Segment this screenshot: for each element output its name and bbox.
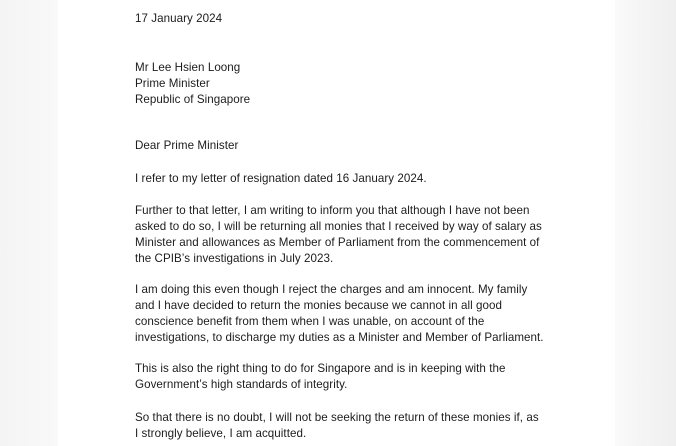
paragraph-line: investigations, to discharge my duties as a Minister and Member of Parliament. xyxy=(135,331,544,344)
paragraph-line: Minister and allowances as Member of Parliament from the commencement of xyxy=(135,236,540,249)
paragraph-line: So that there is no doubt, I will not be seeking the return of these monies if, as xyxy=(135,411,539,424)
paragraph-line: Further to that letter, I am writing to inform you that although I have not been xyxy=(135,204,530,217)
recipient-country: Republic of Singapore xyxy=(135,93,251,106)
paragraph-5 xyxy=(135,410,539,442)
paragraph-line: I refer to my letter of resignation dated 16 January 2024. xyxy=(135,172,427,185)
page-margin-right xyxy=(615,0,676,446)
salutation: Dear Prime Minister xyxy=(135,139,239,152)
paragraph-1 xyxy=(135,171,427,187)
letter-date: 17 January 2024 xyxy=(135,12,223,25)
paragraph-line: I am doing this even though I reject the charges and am innocent. My family xyxy=(135,283,528,296)
paragraph-line: asked to do so, I will be returning all monies that I received by way of salary as xyxy=(135,220,542,233)
paragraph-3 xyxy=(135,282,544,346)
page-margin-left xyxy=(0,0,58,446)
recipient-title: Prime Minister xyxy=(135,77,210,90)
paragraph-4 xyxy=(135,361,505,393)
recipient-name: Mr Lee Hsien Loong xyxy=(135,61,241,74)
paragraph-line: conscience benefit from them when I was unable, on account of the xyxy=(135,315,485,328)
paragraph-line: and I have decided to return the monies because we cannot in all good xyxy=(135,299,502,312)
paragraph-line: Government’s high standards of integrity. xyxy=(135,378,348,391)
recipient-address xyxy=(135,60,250,108)
paragraph-line: I strongly believe, I am acquitted. xyxy=(135,427,307,440)
paragraph-2 xyxy=(135,203,542,267)
paragraph-line: the CPIB’s investigations in July 2023. xyxy=(135,252,334,265)
paragraph-line: This is also the right thing to do for Singapore and is in keeping with the xyxy=(135,362,506,375)
